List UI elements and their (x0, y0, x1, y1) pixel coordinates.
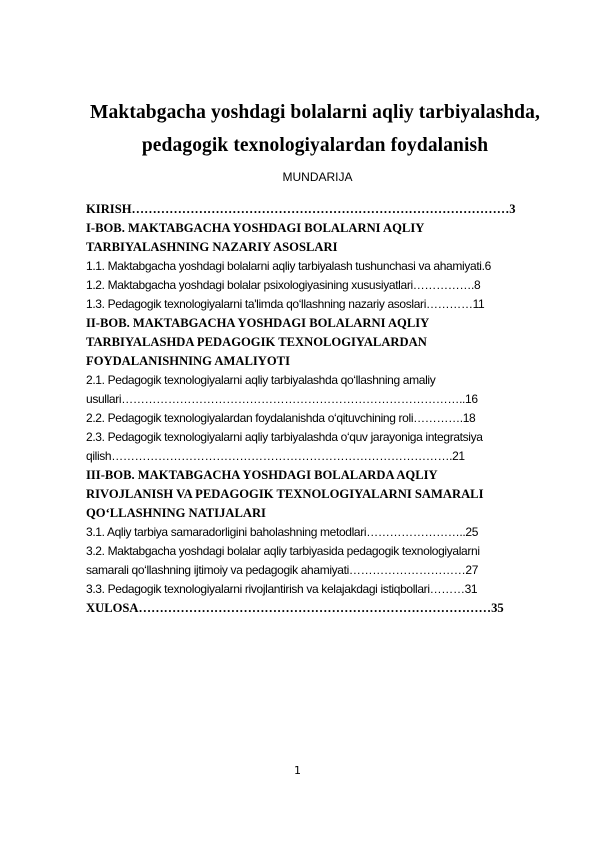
toc-section-heading: III-BOB. MAKTABGACHA YOSHDAGI BOLALARDA AQLIY (86, 468, 438, 482)
toc-section-heading: FOYDALANISHNING AMALIYOTI (86, 354, 290, 368)
toc-entry: 3.2. Maktabgacha yoshdagi bolalar aqliy tarbiyasida pedagogik texnologiyalarni (86, 544, 480, 558)
table-of-contents (86, 200, 548, 618)
title-line-1: Maktabgacha yoshdagi bolalarni aqliy tarbiyalashda, (90, 102, 540, 123)
toc-entry: usullari……………………………………………………………………………..16 (86, 392, 478, 406)
toc-entry: samarali qo‘llashning ijtimoiy va pedagogik ahamiyati…………………………27 (86, 563, 479, 577)
title-line-2: pedagogik texnologiyalardan foydalanish (141, 135, 489, 156)
toc-section-heading: I-BOB. MAKTABGACHA YOSHDAGI BOLALARNI AQLIY (86, 221, 425, 235)
toc-section-heading: TARBIYALASHNING NAZARIY ASOSLARI (86, 240, 338, 254)
toc-section-heading: XULOSA…………………………………………………………………………35 (86, 601, 504, 615)
toc-entry: 3.1. Aqliy tarbiya samaradorligini baholashning metodlari……………………..25 (86, 525, 479, 539)
toc-section-heading: TARBIYALASHDA PEDAGOGIK TEXNOLOGIYALARDAN (86, 335, 427, 349)
toc-entry: 1.2. Maktabgacha yoshdagi bolalar psixologiyasining xususiyatlari…………….8 (86, 278, 481, 292)
toc-section-heading: KIRISH………………………………………………………………………………3 (86, 202, 516, 216)
toc-entry: 1.3. Pedagogik texnologiyalarni ta'limda qo‘llashning nazariy asoslari…………11 (86, 297, 485, 311)
toc-entry: 2.2. Pedagogik texnologiyalardan foydalanishda o‘qituvchining roli………….18 (86, 411, 476, 425)
toc-entry: 3.3. Pedagogik texnologiyalarni rivojlantirish va kelajakdagi istiqbollari………31 (86, 582, 478, 596)
toc-section-heading: QO‘LLASHNING NATIJALARI (86, 506, 266, 520)
toc-section-heading: RIVOJLANISH VA PEDAGOGIK TEXNOLOGIYALARNI SAMARALI (86, 487, 484, 501)
toc-entry: qilish…………………………………………………………………………….21 (86, 449, 465, 463)
toc-entry: 2.1. Pedagogik texnologiyalarni aqliy tarbiyalashda qo‘llashning amaliy (86, 373, 436, 387)
page-number: 1 (294, 764, 301, 777)
toc-heading: MUNDARIJA (282, 170, 353, 184)
toc-entry: 2.3. Pedagogik texnologiyalarni aqliy tarbiyalashda o‘quv jarayoniga integratsiya (86, 430, 483, 444)
toc-entry: 1.1. Maktabgacha yoshdagi bolalarni aqliy tarbiyalash tushunchasi va ahamiyati.6 (86, 259, 491, 273)
document-title (80, 96, 550, 162)
toc-section-heading: II-BOB. MAKTABGACHA YOSHDAGI BOLALARNI AQLIY (86, 316, 430, 330)
